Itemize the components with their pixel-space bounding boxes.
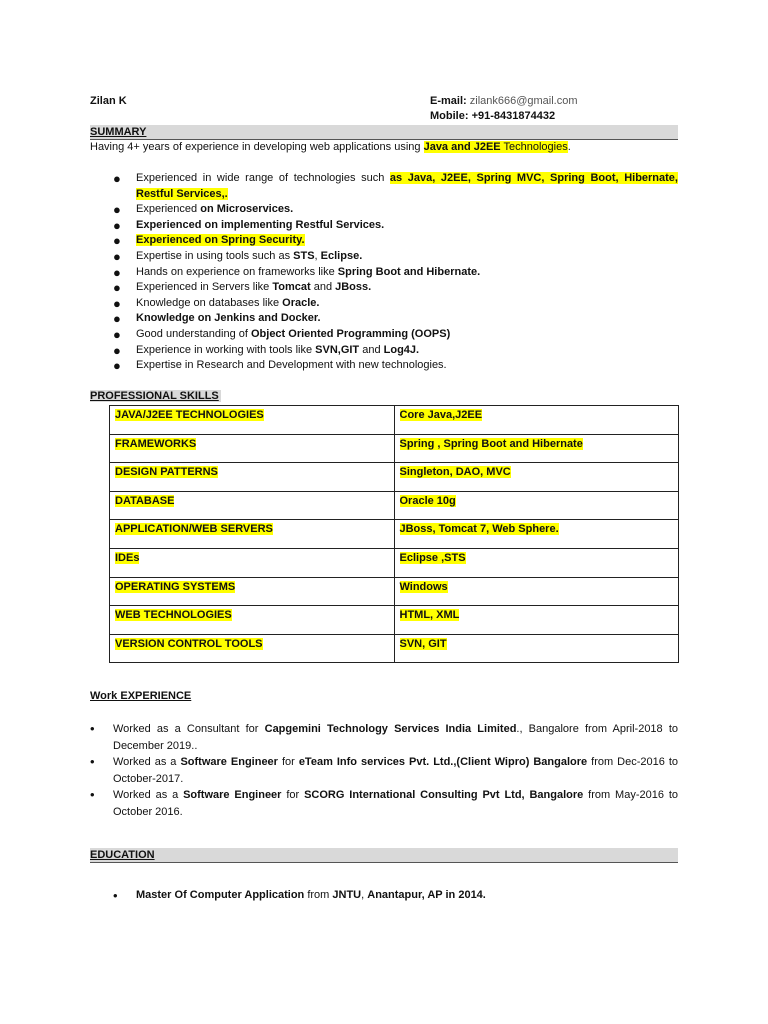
list-item: ● Good understanding of Object Oriented Programming (OOPS) [113, 326, 451, 342]
mobile-number: +91-8431874432 [471, 110, 556, 122]
list-item: ● Expertise in using tools such as STS, Eclipse. [113, 248, 363, 264]
education-heading: EDUCATION [90, 848, 678, 863]
skill-category-cell [110, 434, 395, 463]
summary-list [113, 171, 678, 374]
skill-value: JBoss, Tomcat 7, Web Sphere. [399, 523, 559, 536]
list-item: ● Experience in working with tools like SVN,GIT and Log4J. [113, 342, 420, 358]
table-row [110, 491, 679, 520]
skill-value-cell [394, 548, 679, 577]
bullet-dot-icon: ● [113, 202, 121, 218]
skill-value-cell [394, 491, 679, 520]
skill-category-cell [110, 634, 395, 663]
skill-value: Windows [399, 580, 448, 593]
list-item: ● Experienced on implementing Restful Services. [113, 217, 385, 233]
list-item: • Master Of Computer Application from JNTU, Anantapur, AP in 2014. [113, 888, 486, 903]
skill-value-cell [394, 406, 679, 435]
skill-value: HTML, XML [399, 609, 460, 622]
work-heading: Work EXPERIENCE [90, 690, 192, 702]
skill-value-cell [394, 520, 679, 549]
skill-value: Singleton, DAO, MVC [399, 466, 511, 479]
skill-value-cell [394, 434, 679, 463]
bullet-dot-icon: • [90, 787, 95, 802]
bullet-dot-icon: ● [113, 326, 121, 342]
bullet-dot-icon: ● [113, 233, 121, 249]
table-row [110, 548, 679, 577]
bullet-dot-icon: • [90, 754, 95, 769]
table-row [110, 577, 679, 606]
bullet-dot-icon: ● [113, 295, 121, 311]
skills-table [109, 405, 679, 663]
summary-intro: Having 4+ years of experience in developing web applications using Java and J2EE Technologies. [90, 141, 571, 153]
list-item: ● Experienced in Servers like Tomcat and JBoss. [113, 280, 372, 296]
list-item: ● Knowledge on Jenkins and Docker. [113, 311, 321, 327]
skill-value-cell [394, 463, 679, 492]
work-list [90, 721, 678, 820]
bullet-dot-icon: ● [113, 342, 121, 358]
table-row [110, 406, 679, 435]
list-item: ● Knowledge on databases like Oracle. [113, 295, 320, 311]
skill-category: JAVA/J2EE TECHNOLOGIES [115, 409, 264, 421]
skill-category-cell [110, 491, 395, 520]
contact-email [430, 95, 578, 107]
list-item: ● Experienced on Microservices. [113, 202, 294, 218]
bullet-dot-icon: • [113, 888, 118, 903]
bullet-dot-icon: ● [113, 171, 121, 186]
skill-category-cell [110, 577, 395, 606]
skill-value: SVN, GIT [399, 637, 447, 650]
education-list [113, 888, 678, 904]
skill-value: Oracle 10g [399, 494, 456, 507]
skill-value: Core Java,J2EE [399, 409, 483, 421]
skill-category-cell [110, 406, 395, 435]
table-row [110, 634, 679, 663]
table-row [110, 434, 679, 463]
skill-category-cell [110, 606, 395, 635]
skill-category: APPLICATION/WEB SERVERS [115, 523, 273, 536]
skill-category: WEB TECHNOLOGIES [115, 609, 232, 622]
summary-heading: SUMMARY [90, 125, 678, 140]
bullet-dot-icon: ● [113, 248, 121, 264]
table-row [110, 606, 679, 635]
bullet-dot-icon: ● [113, 264, 121, 280]
list-item: • Worked as a Software Engineer for eTeam Info services Pvt. Ltd.,(Client Wipro) Bangalore from Dec-2016 to October-2017. [90, 754, 679, 785]
bullet-dot-icon: ● [113, 280, 121, 296]
skills-heading: PROFESSIONAL SKILLS [90, 390, 219, 402]
skill-category: FRAMEWORKS [115, 437, 197, 450]
table-row [110, 463, 679, 492]
email-address[interactable]: zilank666@gmail.com [469, 95, 578, 107]
bullet-dot-icon: ● [113, 217, 121, 233]
list-item: ● Experienced on Spring Security. [113, 233, 305, 249]
list-item: • Worked as a Consultant for Capgemini Technology Services India Limited., Bangalore from April-2018 to December 2019.. [90, 721, 678, 752]
skill-category-cell [110, 463, 395, 492]
skill-category: VERSION CONTROL TOOLS [115, 637, 263, 650]
contact-mobile [430, 110, 555, 122]
skill-value-cell [394, 606, 679, 635]
mobile-label: Mobile: [430, 110, 469, 122]
candidate-name: Zilan K [90, 95, 127, 107]
email-label: E-mail: [430, 95, 467, 107]
table-row [110, 520, 679, 549]
list-item: • Worked as a Software Engineer for SCORG International Consulting Pvt Ltd, Bangalore from May-2016 to October 2016. [90, 787, 679, 818]
skill-category: OPERATING SYSTEMS [115, 580, 236, 593]
bullet-dot-icon: • [90, 721, 95, 736]
list-item: ● Hands on experience on frameworks like Spring Boot and Hibernate. [113, 264, 481, 280]
skill-category: IDEs [115, 551, 140, 564]
skill-value-cell [394, 577, 679, 606]
skill-value-cell [394, 634, 679, 663]
bullet-dot-icon: ● [113, 358, 121, 374]
list-item: ● Expertise in Research and Development with new technologies. [113, 358, 447, 374]
skill-category-cell [110, 548, 395, 577]
bullet-dot-icon: ● [113, 311, 121, 327]
skill-category: DATABASE [115, 494, 175, 507]
skill-category-cell [110, 520, 395, 549]
skill-category: DESIGN PATTERNS [115, 466, 218, 479]
list-item: ● Experienced in wide range of technologies such as Java, J2EE, Spring MVC, Spring Boot, Hibernate, Restful Services,. [113, 171, 678, 200]
skill-value: Eclipse ,STS [399, 551, 466, 564]
skill-value: Spring , Spring Boot and Hibernate [399, 437, 583, 450]
